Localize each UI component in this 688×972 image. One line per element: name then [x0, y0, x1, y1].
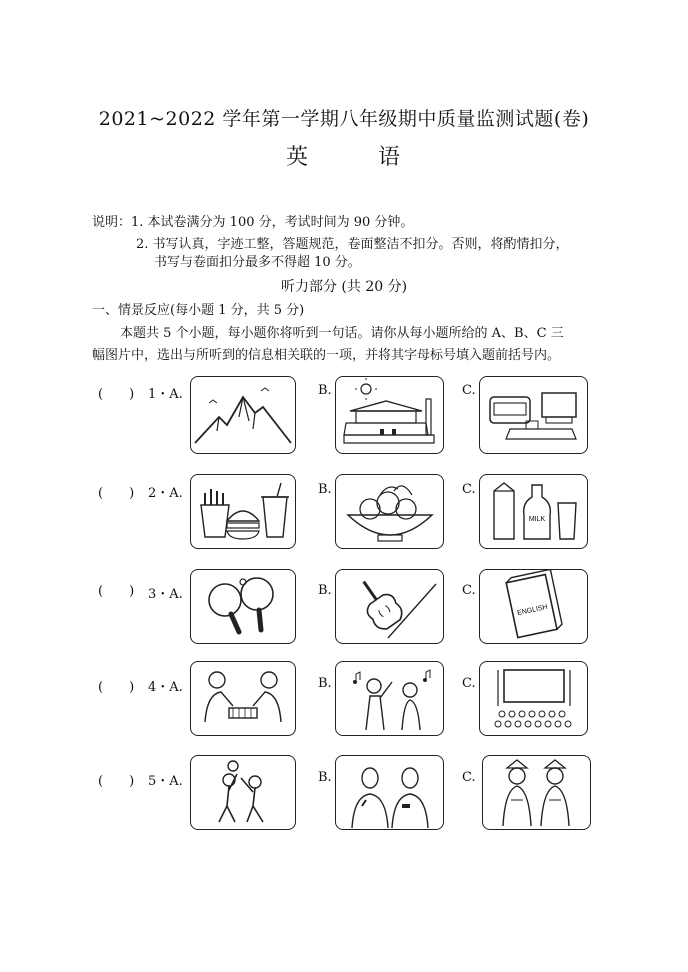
option-4b[interactable] [335, 661, 444, 736]
answer-paren-5[interactable]: ( ) [98, 774, 135, 789]
option-4a[interactable] [190, 661, 296, 736]
option-label-5c: C. [462, 770, 476, 785]
option-label-3b: B. [318, 583, 332, 598]
option-1b[interactable] [335, 376, 444, 454]
english-label: ENGLISH [516, 603, 549, 618]
question-label-1: 1・A. [148, 387, 183, 402]
option-3b[interactable] [335, 569, 444, 644]
option-label-5b: B. [318, 770, 332, 785]
fruit-bowl-icon [336, 475, 443, 548]
answer-paren-3[interactable]: ( ) [98, 584, 135, 599]
basketball-icon [191, 756, 295, 829]
instruction-line-3: 书写与卷面扣分最多不得超 10 分。 [154, 255, 361, 270]
option-4c[interactable] [479, 661, 588, 736]
question-label-5: 5・A. [148, 774, 183, 789]
option-label-1b: B. [318, 383, 332, 398]
peking-opera-icon [483, 756, 590, 829]
question-label-2: 2・A. [148, 486, 183, 501]
subject-char-1: 英 [285, 145, 310, 170]
answer-paren-4[interactable]: ( ) [98, 680, 135, 695]
tiananmen-icon [336, 377, 443, 453]
section-desc-line-1: 本题共 5 个小题，每小题你将听到一句话。请你从每小题所给的 A、B、C 三 [120, 326, 564, 341]
option-3a[interactable] [190, 569, 296, 644]
answer-paren-2[interactable]: ( ) [98, 486, 135, 501]
option-2c[interactable] [479, 474, 588, 549]
ping-pong-icon [191, 570, 295, 643]
chess-players-icon [191, 662, 295, 735]
milk-label: MILK [528, 516, 546, 523]
option-2a[interactable] [190, 474, 296, 549]
option-1a[interactable] [190, 376, 296, 454]
violin-icon [336, 570, 443, 643]
answer-paren-1[interactable]: ( ) [98, 387, 135, 402]
option-label-4b: B. [318, 676, 332, 691]
option-label-4c: C. [462, 676, 476, 691]
fast-food-icon [191, 475, 295, 548]
listening-title: 听力部分 (共 20 分) [280, 279, 408, 295]
mountains-icon [191, 377, 295, 453]
english-book-icon [480, 570, 587, 643]
subject-char-2: 语 [378, 145, 403, 170]
cinema-icon [480, 662, 587, 735]
option-label-2b: B. [318, 482, 332, 497]
option-5c[interactable] [482, 755, 591, 830]
crosstalk-icon [336, 756, 443, 829]
option-label-1c: C. [462, 383, 476, 398]
option-label-2c: C. [462, 482, 476, 497]
option-label-3c: C. [462, 583, 476, 598]
question-label-4: 4・A. [148, 680, 183, 695]
option-5b[interactable] [335, 755, 444, 830]
page-title: 2021~2022 学年第一学期八年级期中质量监测试题(卷) [98, 108, 590, 130]
option-1c[interactable] [479, 376, 588, 454]
option-5a[interactable] [190, 755, 296, 830]
section-heading: 一、情景反应(每小题 1 分，共 5 分) [92, 303, 305, 318]
singers-icon [336, 662, 443, 735]
instruction-line-2: 2. 书写认真，字迹工整，答题规范，卷面整洁不扣分。否则，将酌情扣分， [136, 237, 569, 252]
question-label-3: 3・A. [148, 587, 183, 602]
option-2b[interactable] [335, 474, 444, 549]
subject-title [0, 140, 688, 171]
instruction-line-1: 说明：1. 本试卷满分为 100 分，考试时间为 90 分钟。 [92, 215, 414, 230]
milk-drinks-icon [480, 475, 587, 548]
option-3c[interactable] [479, 569, 588, 644]
section-desc-line-2: 幅图片中，选出与所听到的信息相关联的一项，并将其字母标号填入题前括号内。 [92, 348, 561, 363]
living-room-icon [480, 377, 587, 453]
